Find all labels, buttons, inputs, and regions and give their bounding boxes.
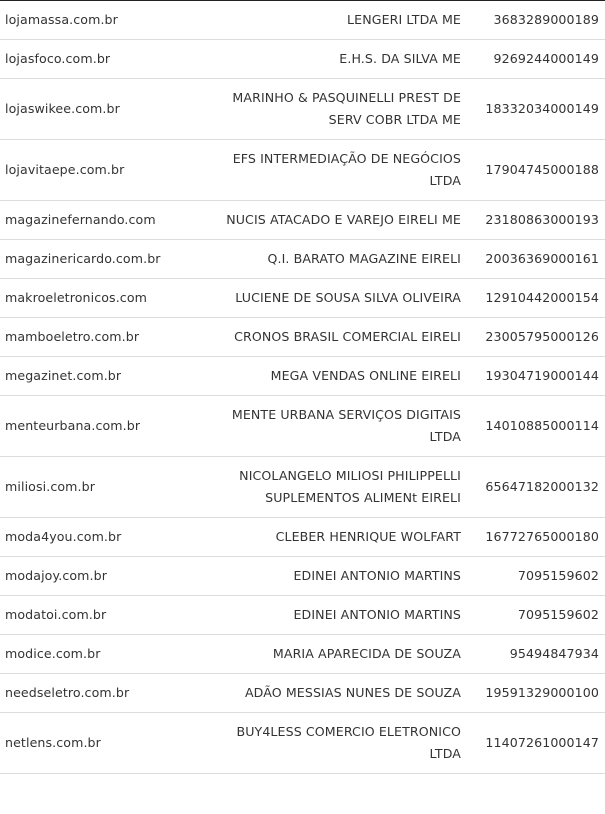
cnpj-cell: 95494847934 [509, 646, 599, 661]
domain-cell: miliosi.com.br [5, 479, 96, 494]
table-row [0, 79, 605, 140]
table-row [0, 396, 605, 457]
domain-cell: mamboeletro.com.br [5, 329, 140, 344]
table-row [0, 557, 605, 596]
table-row [0, 279, 605, 318]
table-row [0, 518, 605, 557]
cnpj-cell: 19591329000100 [485, 685, 599, 700]
company-cell: LENGERI LTDA ME [347, 12, 461, 27]
company-cell: BUY4LESS COMERCIO ELETRONICO LTDA [236, 724, 461, 761]
cnpj-cell: 18332034000149 [485, 101, 599, 116]
company-cell: MENTE URBANA SERVIÇOS DIGITAIS LTDA [231, 407, 461, 444]
company-cell: EDINEI ANTONIO MARTINS [293, 607, 461, 622]
cnpj-cell: 17904745000188 [485, 162, 599, 177]
company-cell: MEGA VENDAS ONLINE EIRELI [270, 368, 461, 383]
company-cell: NUCIS ATACADO E VAREJO EIRELI ME [226, 212, 461, 227]
domain-cell: menteurbana.com.br [5, 418, 141, 433]
table-row [0, 635, 605, 674]
company-cell: MARINHO & PASQUINELLI PREST DE SERV COBR LTDA ME [232, 90, 461, 127]
domain-cell: modajoy.com.br [5, 568, 108, 583]
cnpj-cell: 23005795000126 [485, 329, 599, 344]
table-row [0, 240, 605, 279]
domain-cell: lojavitaepe.com.br [5, 162, 125, 177]
company-cell: MARIA APARECIDA DE SOUZA [272, 646, 461, 661]
table-row [0, 40, 605, 79]
domain-cell: modatoi.com.br [5, 607, 107, 622]
domain-cell: megazinet.com.br [5, 368, 122, 383]
domain-cell: modice.com.br [5, 646, 101, 661]
table-row [0, 140, 605, 201]
cnpj-cell: 23180863000193 [485, 212, 599, 227]
domain-cell: magazinefernando.com [5, 212, 156, 227]
domain-cell: lojamassa.com.br [5, 12, 118, 27]
table-row [0, 357, 605, 396]
table-row [0, 674, 605, 713]
company-cell: CRONOS BRASIL COMERCIAL EIRELI [234, 329, 461, 344]
company-cell: LUCIENE DE SOUSA SILVA OLIVEIRA [235, 290, 461, 305]
domain-cell: makroeletronicos.com [5, 290, 147, 305]
cnpj-cell: 3683289000189 [493, 12, 599, 27]
company-cell: Q.I. BARATO MAGAZINE EIRELI [267, 251, 461, 266]
cnpj-cell: 16772765000180 [485, 529, 599, 544]
company-cell: NICOLANGELO MILIOSI PHILIPPELLI SUPLEMENTOS ALIMENt EIRELI [239, 468, 461, 505]
table-row [0, 713, 605, 774]
cnpj-cell: 14010885000114 [485, 418, 599, 433]
company-cell: E.H.S. DA SILVA ME [339, 51, 461, 66]
company-cell: EFS INTERMEDIAÇÃO DE NEGÓCIOS LTDA [232, 151, 461, 188]
domain-cell: needseletro.com.br [5, 685, 130, 700]
cnpj-cell: 7095159602 [517, 568, 599, 583]
domain-cell: lojaswikee.com.br [5, 101, 120, 116]
table-row [0, 201, 605, 240]
table-row [0, 1, 605, 40]
company-cell: EDINEI ANTONIO MARTINS [293, 568, 461, 583]
company-cell: ADÃO MESSIAS NUNES DE SOUZA [244, 685, 461, 700]
cnpj-cell: 7095159602 [517, 607, 599, 622]
table-row [0, 457, 605, 518]
domain-cell: magazinericardo.com.br [5, 251, 161, 266]
company-cell: CLEBER HENRIQUE WOLFART [275, 529, 461, 544]
table-row [0, 318, 605, 357]
cnpj-cell: 12910442000154 [485, 290, 599, 305]
domain-company-table [0, 1, 605, 774]
domain-cell: moda4you.com.br [5, 529, 122, 544]
cnpj-cell: 65647182000132 [485, 479, 599, 494]
table-row [0, 596, 605, 635]
cnpj-cell: 19304719000144 [485, 368, 599, 383]
cnpj-cell: 11407261000147 [485, 735, 599, 750]
domain-cell: netlens.com.br [5, 735, 101, 750]
cnpj-cell: 9269244000149 [493, 51, 599, 66]
cnpj-cell: 20036369000161 [485, 251, 599, 266]
domain-cell: lojasfoco.com.br [5, 51, 111, 66]
